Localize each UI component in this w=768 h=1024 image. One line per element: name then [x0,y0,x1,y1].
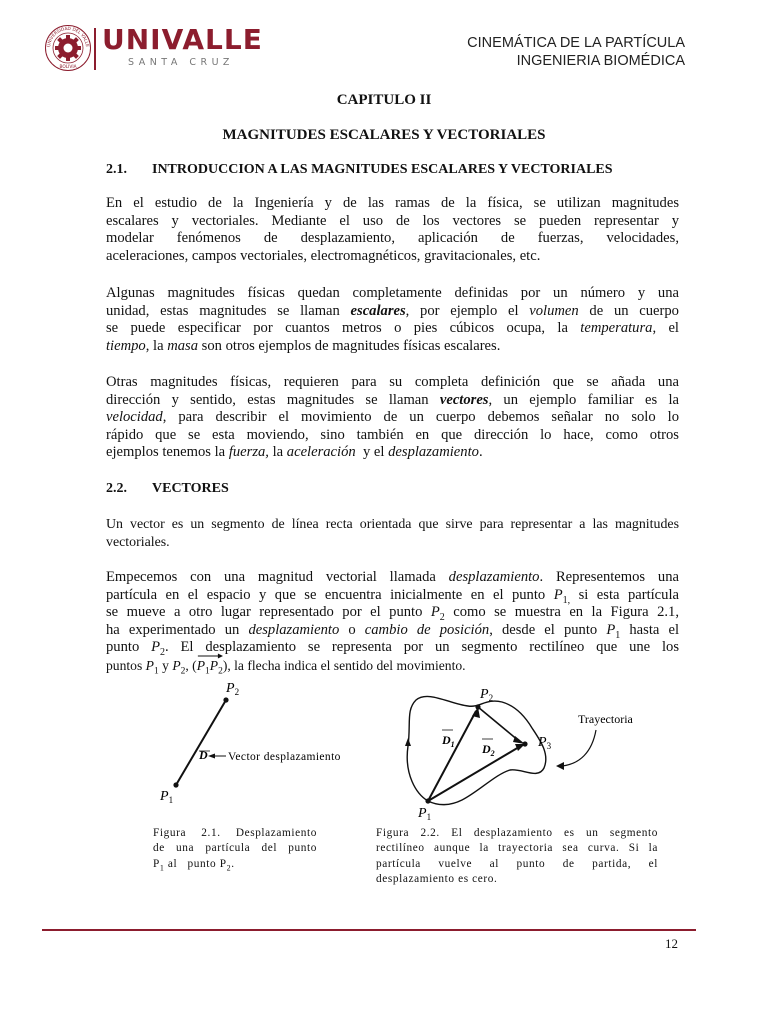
section-title: VECTORES [152,481,229,496]
vector-d2-label: $D_2$ [482,742,495,758]
vector-d2-line [478,707,519,741]
point-p3-label: $P_3$ [538,735,552,751]
trajectory-direction-arrowhead [405,738,411,746]
vector-resultant-arrowhead [515,744,525,751]
section-heading-2-1 [106,162,613,178]
page-header [0,0,768,82]
text-line: ha experimentado un desplazamiento o cambio de posición, desde el punto $P_1$ hasta el [106,621,679,641]
vector-d2-arrowhead [513,736,525,744]
trajectory-pointer-arrowhead [556,762,564,770]
text-line: En el estudio de la Ingeniería y de las ramas de la física, se utilizan magnitudes [106,195,679,211]
vector-arrow-icon [197,653,223,659]
chapter-title: MAGNITUDES ESCALARES Y VECTORIALES [222,127,546,143]
text-line: tiempo, la masa son otros ejemplos de magnitudes físicas escalares. [106,337,501,354]
paragraph-desplazamiento [106,569,679,675]
text-line: Empecemos con una magnitud vectorial llamada desplazamiento. Representemos una [106,569,679,585]
logo-subtitle: SANTA CRUZ [128,57,234,68]
svg-text:UNIVERSIDAD DEL VALLE: UNIVERSIDAD DEL VALLE [46,26,90,48]
text-line: modelar fenómenos de desplazamiento, aplicación de fuerzas, velocidades, [106,230,679,247]
figure-2-1-caption [153,826,317,872]
text-line: unidad, estas magnitudes se llaman escalares, por ejemplo el volumen de un cuerpo [106,302,679,319]
paragraph-vectores [106,374,679,462]
section-number: 2.2. [106,481,127,496]
caption-line: desplazamiento es cero. [376,872,498,885]
caption-line: $P_1$ al punto $P_2$. [153,857,235,872]
vector-notation-p1p2: $P_1P_2$ [197,657,223,681]
text-line: puntos $P_1$ y $P_2$, ( $P_1P_2$), la flecha indica el sentido del movimiento. [106,657,679,675]
text-line: Otras magnitudes físicas, requieren para su completa definición que se añada una [106,374,679,390]
paragraph-intro [106,195,679,265]
point-p1-marker [173,782,178,787]
caption-line: Figura 2.2. El desplazamiento es un segmento [376,827,658,839]
vector-d-label: D [199,748,208,762]
displacement-vector-line [176,700,226,785]
text-line: aceleraciones, campos vectoriales, electromagnéticos, gravitacionales, etc. [106,247,541,264]
text-line: ejemplos tenemos la fuerza, la aceleración y el desplazamiento. [106,444,483,461]
figure-2-2-diagram [398,684,658,824]
vector-d1-label: $D_1$ [442,733,455,749]
text-line: se puede especificar por cuantos metros o pies cúbicos ocupa, la temperatura, el [106,320,679,337]
pointer-arrowhead [208,754,215,759]
text-line: punto $P_2$. El desplazamiento se representa por un segmento rectilíneo que une los [106,639,680,659]
caption-line: partícula vuelve al punto de partida, el [376,857,658,870]
header-title-line-2: INGENIERIA BIOMÉDICA [516,53,685,69]
trajectory-pointer-curve [562,730,596,766]
term-vectores: vectores [439,391,489,408]
logo-divider [94,28,96,70]
university-seal-icon [44,24,92,72]
caption-line: Figura 2.1. Desplazamiento [153,827,317,839]
text-line: partícula en el espacio y que se encuentra inicialmente en el punto $P_{1,}$ si esta partícula [106,586,679,606]
svg-text:BOLIVIA: BOLIVIA [59,65,77,70]
figure-2-2-caption [376,826,658,887]
text-line: escalares y vectoriales. Mediante el uso de los vectores se pueden representar y [106,212,679,229]
section-title: INTRODUCCION A LAS MAGNITUDES ESCALARES Y VECTORIALES [152,162,613,177]
text-line: Algunas magnitudes físicas quedan completamente definidas por un número y una [106,285,679,301]
section-number: 2.1. [106,162,127,177]
point-p2-label: $P_2$ [480,687,494,703]
header-title-line-1: CINEMÁTICA DE LA PARTÍCULA [467,35,685,51]
caption-line: rectilíneo aunque la trayectoria sea curva. Si la [376,842,658,855]
figure-2-1-diagram [150,678,370,808]
term-escalares: escalares [350,302,406,319]
trajectory-label: Trayectoria [578,712,633,726]
point-p2-marker [223,697,228,702]
point-p1-label: $P_1$ [160,789,174,805]
paragraph-escalares [106,285,679,355]
logo-wordmark: UNIVALLE [102,23,263,56]
text-line: se mueve a otro lugar representado por el punto $P_2$ como se muestra en la Figura 2.1, [106,604,679,624]
chapter-label: CAPITULO II [336,92,432,108]
vector-desplazamiento-label: Vector desplazamiento [228,751,341,763]
text-line: Un vector es un segmento de línea recta orientada que sirve para representar a las magnitudes [106,517,679,532]
univalle-logo [44,23,263,76]
text-line: velocidad, para describir el movimiento de un cuerpo debemos señalar no solo lo [106,409,679,426]
text-line: dirección y sentido, estas magnitudes se llaman vectores, un ejemplo familiar es la [106,391,680,408]
point-p1-label: $P_1$ [418,806,432,822]
paragraph-vector-definition [106,516,679,551]
caption-line: de una partícula del punto [153,842,317,855]
header-title [467,34,685,70]
text-line: vectoriales. [106,534,170,550]
point-p2-label: $P_2$ [226,681,240,697]
section-heading-2-2 [106,481,229,497]
page-number: 12 [665,936,678,951]
text-line: rápido que se esta moviendo, sino también en que dirección lo hace, como otros [106,426,679,443]
footer-rule [42,929,696,931]
